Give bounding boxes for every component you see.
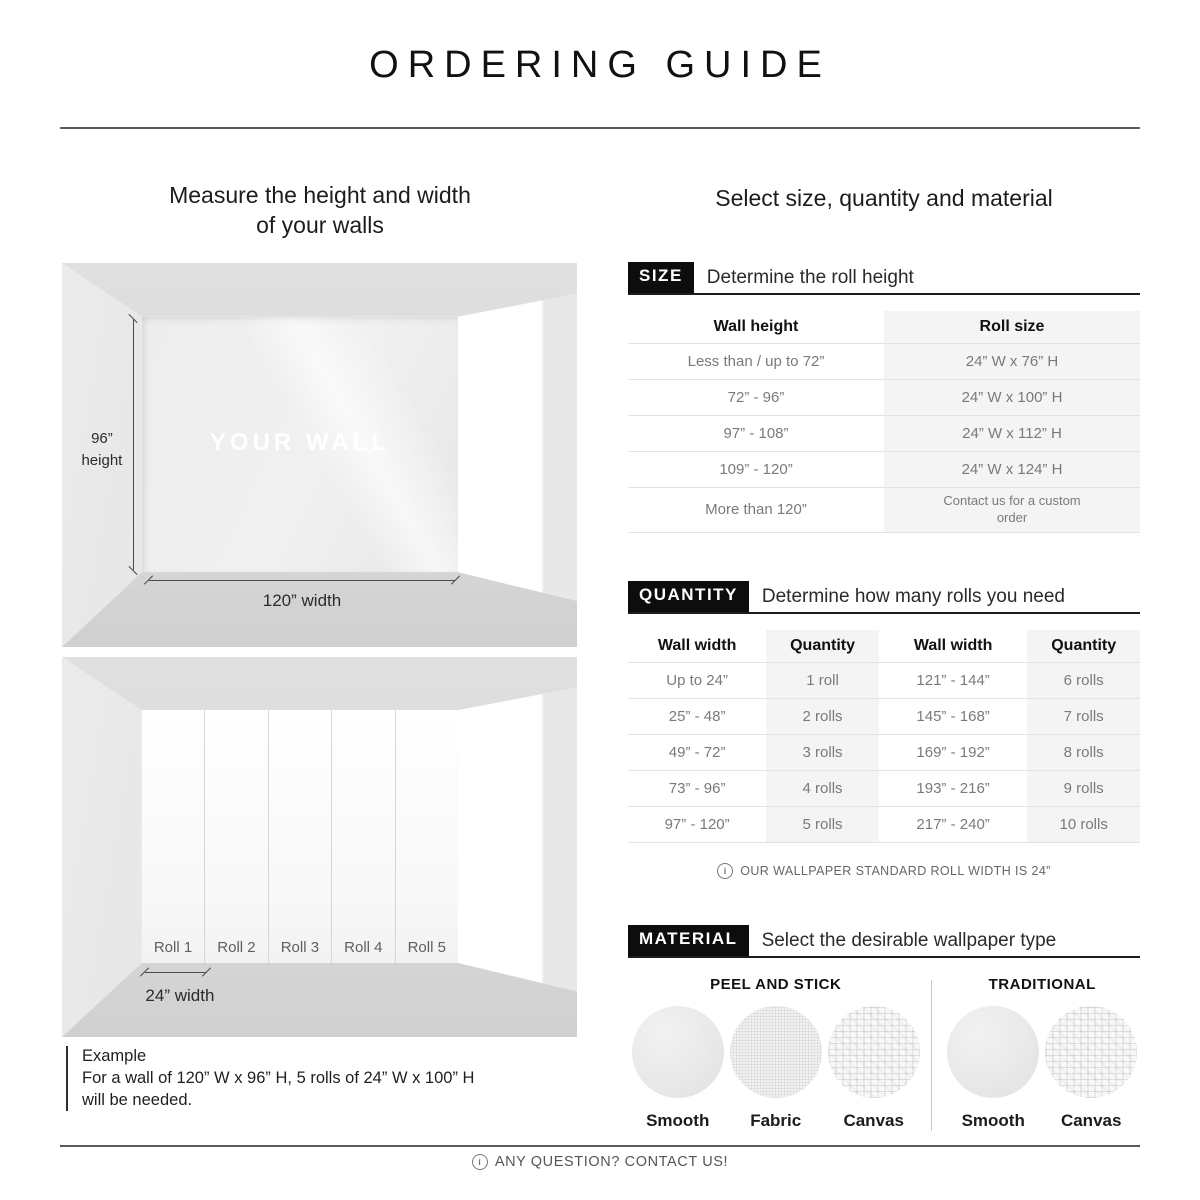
swatch-smooth [632, 1006, 724, 1131]
roll-size-cell: 24” W x 100” H [884, 380, 1140, 416]
table-row [628, 698, 1140, 734]
wall-width-cell: 169” - 192” [879, 734, 1027, 770]
size-section-header [628, 262, 1140, 295]
material-group-title: TRADITIONAL [988, 975, 1096, 993]
size-table [628, 311, 1140, 533]
roll-size-cell [884, 488, 1140, 533]
material-groups-divider [931, 980, 932, 1131]
quantity-cell: 6 rolls [1027, 662, 1140, 698]
footer-text: ANY QUESTION? CONTACT US! [494, 1154, 729, 1170]
roll-label: Roll 4 [344, 938, 383, 956]
your-wall-label: YOUR WALL [209, 429, 390, 457]
size-subtitle: Determine the roll height [706, 267, 914, 288]
size-col-wall-height: Wall height [713, 318, 799, 335]
fabric-texture-icon [730, 1006, 822, 1098]
table-row [628, 662, 1140, 698]
swatch-canvas [828, 1006, 920, 1131]
swatch-label: Smooth [961, 1110, 1025, 1130]
wall-width-cell: 73” - 96” [628, 770, 766, 806]
roll-panel [204, 710, 267, 963]
material-subtitle: Select the desirable wallpaper type [761, 929, 1057, 951]
roll-size-cell: 24” W x 124” H [884, 452, 1140, 488]
height-value: 96” [91, 430, 113, 448]
quantity-cell: 10 rolls [1027, 806, 1140, 842]
header-divider [60, 127, 1140, 129]
wall-width-cell: Up to 24” [628, 662, 766, 698]
wall-width-cell: 217” - 240” [879, 806, 1027, 842]
table-row [628, 416, 1140, 452]
page-title: ORDERING GUIDE [369, 44, 831, 86]
roll-label: Roll 2 [217, 938, 256, 956]
material-label-badge: MATERIAL [628, 925, 749, 956]
roll-panel [331, 710, 394, 963]
swatch-label: Fabric [750, 1110, 802, 1130]
left-column-heading [60, 180, 580, 241]
table-row [628, 734, 1140, 770]
swatch-fabric [730, 1006, 822, 1131]
quantity-table-header-row [628, 630, 1140, 663]
smooth-texture-icon [632, 1006, 724, 1098]
wall-width-cell: 145” - 168” [879, 698, 1027, 734]
roll-label: Roll 3 [280, 938, 320, 956]
roll-label: Roll 5 [407, 938, 446, 956]
quantity-section-header [628, 581, 1140, 614]
swatch-row [944, 1006, 1140, 1131]
material-groups [628, 976, 1140, 1131]
height-word: height [81, 451, 123, 469]
size-section [628, 262, 1140, 533]
table-row [628, 452, 1140, 488]
quantity-cell: 4 rolls [766, 770, 879, 806]
swatch-row [628, 1006, 923, 1131]
qty-col-wall-width-1: Wall width [657, 636, 737, 654]
left-heading-line2: of your walls [256, 212, 384, 239]
width-label: 120” width [262, 591, 342, 611]
qty-col-quantity-1: Quantity [766, 630, 879, 663]
quantity-cell: 9 rolls [1027, 770, 1140, 806]
height-label [70, 428, 134, 472]
quantity-cell: 8 rolls [1027, 734, 1140, 770]
canvas-texture-icon [828, 1006, 920, 1098]
size-table-header-row [628, 311, 1140, 344]
room-illustration-rolls [62, 657, 577, 1037]
room-back-wall [142, 317, 458, 572]
left-heading-line1: Measure the height and width [169, 182, 471, 208]
roll-panel [142, 710, 204, 963]
qty-col-wall-width-2: Wall width [913, 636, 993, 654]
table-row [628, 344, 1140, 380]
quantity-subtitle: Determine how many rolls you need [761, 585, 1065, 607]
quantity-cell: 5 rolls [766, 806, 879, 842]
swatch-label: Canvas [843, 1110, 904, 1130]
info-icon [472, 1154, 488, 1170]
wall-height-cell: 72” - 96” [628, 380, 884, 416]
quantity-cell: 2 rolls [766, 698, 879, 734]
table-row [628, 380, 1140, 416]
quantity-label-badge: QUANTITY [628, 581, 749, 612]
right-column-heading: Select size, quantity and material [715, 185, 1053, 211]
material-group-peel-and-stick [628, 976, 923, 1131]
wall-width-cell: 25” - 48” [628, 698, 766, 734]
wall-width-cell: 193” - 216” [879, 770, 1027, 806]
wall-height-cell: 97” - 108” [628, 416, 884, 452]
wall-height-cell: Less than / up to 72” [628, 344, 884, 380]
material-group-title: PEEL AND STICK [710, 975, 842, 993]
material-group-traditional [944, 976, 1140, 1131]
contact-text: Contact us for a custom order [943, 493, 1081, 525]
wall-width-cell: 97” - 120” [628, 806, 766, 842]
roll-label: Roll 1 [153, 938, 193, 956]
wallpaper-roll-panels [142, 710, 458, 963]
info-icon [717, 863, 733, 879]
footer-divider [60, 1145, 1140, 1147]
footer-contact-note [0, 1154, 1200, 1170]
roll-width-dimension-line [145, 972, 206, 973]
material-section-header [628, 925, 1140, 958]
room-illustration-your-wall [62, 263, 577, 647]
swatch-label: Canvas [1060, 1110, 1122, 1130]
size-col-roll-size: Roll size [884, 311, 1140, 344]
quantity-cell: 3 rolls [766, 734, 879, 770]
wall-width-cell: 121” - 144” [879, 662, 1027, 698]
swatch-smooth [947, 1006, 1039, 1131]
wall-height-cell: More than 120” [628, 488, 884, 533]
table-row [628, 488, 1140, 533]
roll-width-note [628, 863, 1140, 879]
table-row [628, 806, 1140, 842]
material-section [628, 925, 1140, 1131]
swatch-canvas [1045, 1006, 1137, 1131]
smooth-texture-icon [947, 1006, 1039, 1098]
qty-col-quantity-2: Quantity [1027, 630, 1140, 663]
width-dimension-line [149, 580, 456, 581]
example-line2: will be needed. [82, 1090, 193, 1109]
example-title: Example [82, 1047, 147, 1065]
quantity-section [628, 581, 1140, 879]
swatch-label: Smooth [646, 1110, 710, 1130]
size-label-badge: SIZE [628, 262, 694, 293]
example-block [66, 1046, 582, 1111]
roll-size-cell: 24” W x 76” H [884, 344, 1140, 380]
wall-width-cell: 49” - 72” [628, 734, 766, 770]
roll-panel [268, 710, 331, 963]
roll-note-text: OUR WALLPAPER STANDARD ROLL WIDTH IS 24” [740, 863, 1051, 878]
quantity-cell: 7 rolls [1027, 698, 1140, 734]
example-line1: For a wall of 120” W x 96” H, 5 rolls of 24” W x 100” H [82, 1068, 475, 1087]
wall-height-cell: 109” - 120” [628, 452, 884, 488]
table-row [628, 770, 1140, 806]
right-column [628, 185, 1140, 1131]
quantity-cell: 1 roll [766, 662, 879, 698]
quantity-table [628, 630, 1140, 843]
roll-size-cell: 24” W x 112” H [884, 416, 1140, 452]
roll-panel [395, 710, 458, 963]
canvas-texture-icon [1045, 1006, 1137, 1098]
roll-width-label: 24” width [145, 985, 215, 1005]
